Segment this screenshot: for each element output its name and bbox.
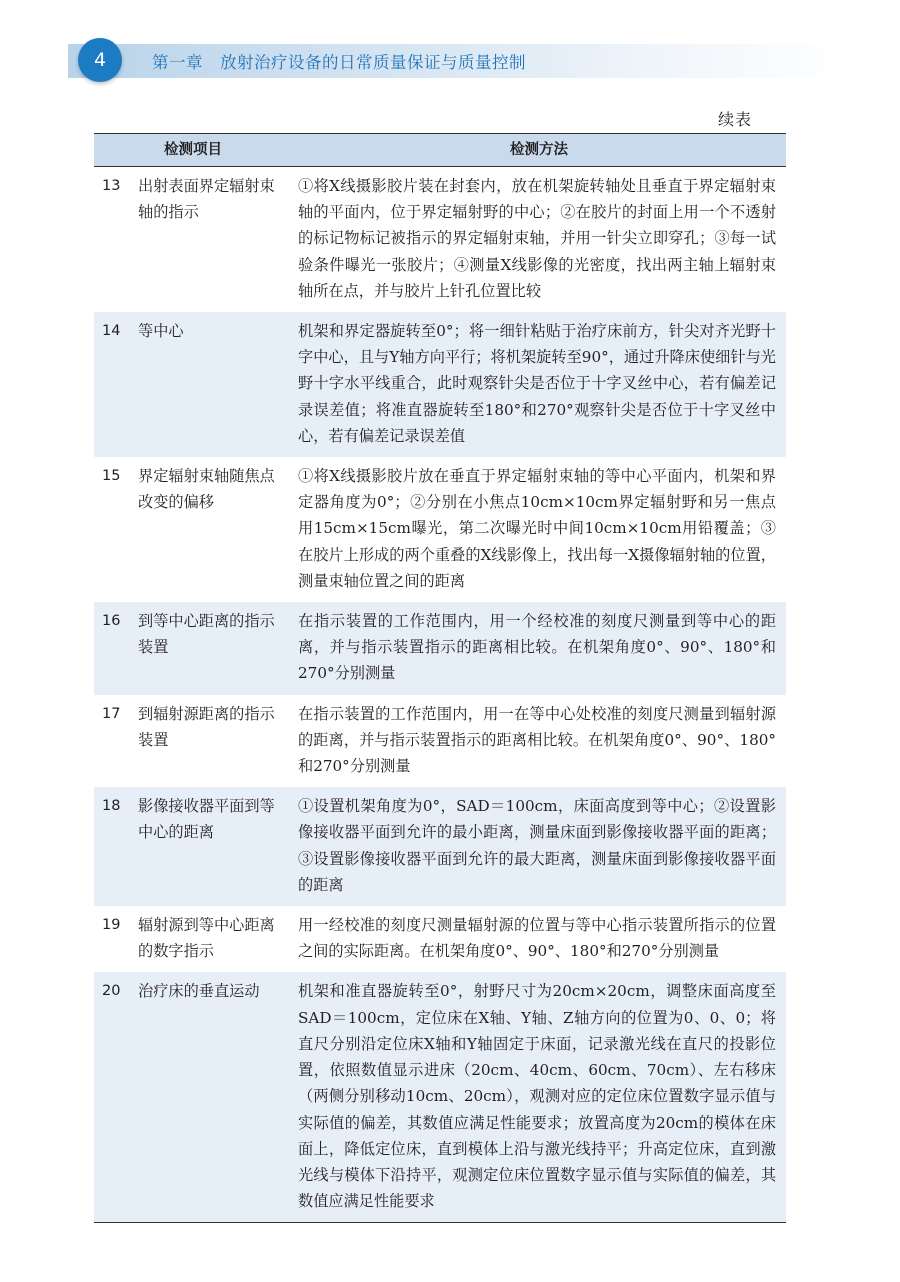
- test-method: 机架和准直器旋转至0°，射野尺寸为20cm×20cm，调整床面高度至SAD＝100cm，定位床在X轴、Y轴、Z轴方向的位置为0、0、0；将直尺分别沿定位床X轴和Y轴固定于床面，记录激光线在直尺的投影位置，依照数值显示进床（20cm、40cm、60cm、70cm）、左右移床（两侧分别移动10cm、20cm），观测对应的定位床位置数字显示值与实际值的偏差，其数值应满足性能要求；放置高度为20cm的模体在床面上，降低定位床，直到模体上沿与激光线持平；升高定位床，直到激光线与模体下沿持平，观测定位床位置数字显示值与实际值的偏差，其数值应满足性能要求: [292, 972, 786, 1222]
- qa-method-table: [94, 133, 786, 1223]
- chapter-title: 第一章 放射治疗设备的日常质量保证与质量控制: [152, 53, 526, 72]
- row-number: 15: [102, 468, 121, 485]
- row-number: 13: [102, 178, 121, 194]
- column-header-method: 检测方法: [292, 134, 786, 167]
- test-item: 到等中心距离的指示装置: [134, 602, 292, 695]
- row-number: 20: [94, 972, 134, 1222]
- table-row: [94, 695, 786, 788]
- test-method: ①将X线摄影胶片放在垂直于界定辐射束轴的等中心平面内，机架和界定器角度为0°；②分别在小焦点10cm×10cm界定辐射野和另一焦点用15cm×15cm曝光，第二次曝光时中间10cm×10cm用铅覆盖；③在胶片上形成的两个重叠的X线影像上，找出每一X摄像辐射轴的位置，测量束轴位置之间的距离: [298, 467, 776, 590]
- test-method: 用一经校准的刻度尺测量辐射源的位置与等中心指示装置所指示的位置之间的实际距离。在机架角度0°、90°、180°和270°分别测量: [298, 916, 776, 961]
- table-row: [94, 312, 786, 457]
- table-row: [94, 602, 786, 695]
- row-number: 14: [94, 312, 134, 457]
- row-number: 19: [102, 917, 121, 934]
- test-item: 到辐射源距离的指示装置: [138, 704, 275, 749]
- test-item: 辐射源到等中心距离的数字指示: [138, 916, 275, 961]
- test-item: 等中心: [134, 312, 292, 457]
- test-item: 出射表面界定辐射束轴的指示: [138, 177, 275, 222]
- test-item: 界定辐射束轴随焦点改变的偏移: [138, 467, 275, 512]
- table-header-row: [94, 134, 786, 167]
- table-row: [94, 787, 786, 906]
- test-method: 机架和界定器旋转至0°；将一细针粘贴于治疗床前方，针尖对齐光野十字中心，且与Y轴方向平行；将机架旋转至90°，通过升降床使细针与光野十字水平线重合，此时观察针尖是否位于十字叉丝中心，若有偏差记录误差值；将准直器旋转至180°和270°观察针尖是否位于十字叉丝中心，若有偏差记录误差值: [292, 312, 786, 457]
- test-method: ①设置机架角度为0°，SAD＝100cm，床面高度到等中心；②设置影像接收器平面到允许的最小距离，测量床面到影像接收器平面的距离；③设置影像接收器平面到允许的最大距离，测量床面到影像接收器平面的距离: [292, 787, 786, 906]
- test-method: ①将X线摄影胶片装在封套内，放在机架旋转轴处且垂直于界定辐射束轴的平面内，位于界定辐射野的中心；②在胶片的封面上用一个不透射的标记物标记被指示的界定辐射束轴，并用一针尖立即穿孔；③每一试验条件曝光一张胶片；④测量X线影像的光密度，找出两主轴上辐射束轴所在点，并与胶片上针孔位置比较: [298, 177, 776, 300]
- row-number: 17: [102, 705, 121, 722]
- table-row: [94, 167, 786, 313]
- test-item: 治疗床的垂直运动: [134, 972, 292, 1222]
- table-row: [94, 972, 786, 1222]
- table-row: [94, 906, 786, 972]
- test-item: 影像接收器平面到等中心的距离: [134, 787, 292, 906]
- test-method: 在指示装置的工作范围内，用一个经校准的刻度尺测量到等中心的距离，并与指示装置指示的距离相比较。在机架角度0°、90°、180°和270°分别测量: [292, 602, 786, 695]
- row-number: 18: [94, 787, 134, 906]
- column-header-item: 检测项目: [94, 134, 292, 167]
- table-row: [94, 457, 786, 602]
- test-method: 在指示装置的工作范围内，用一在等中心处校准的刻度尺测量到辐射源的距离，并与指示装置指示的距离相比较。在机架角度0°、90°、180°和270°分别测量: [298, 704, 776, 776]
- row-number: 16: [94, 602, 134, 695]
- page-number-badge: 4: [78, 38, 122, 82]
- continued-label: 续表: [717, 110, 752, 129]
